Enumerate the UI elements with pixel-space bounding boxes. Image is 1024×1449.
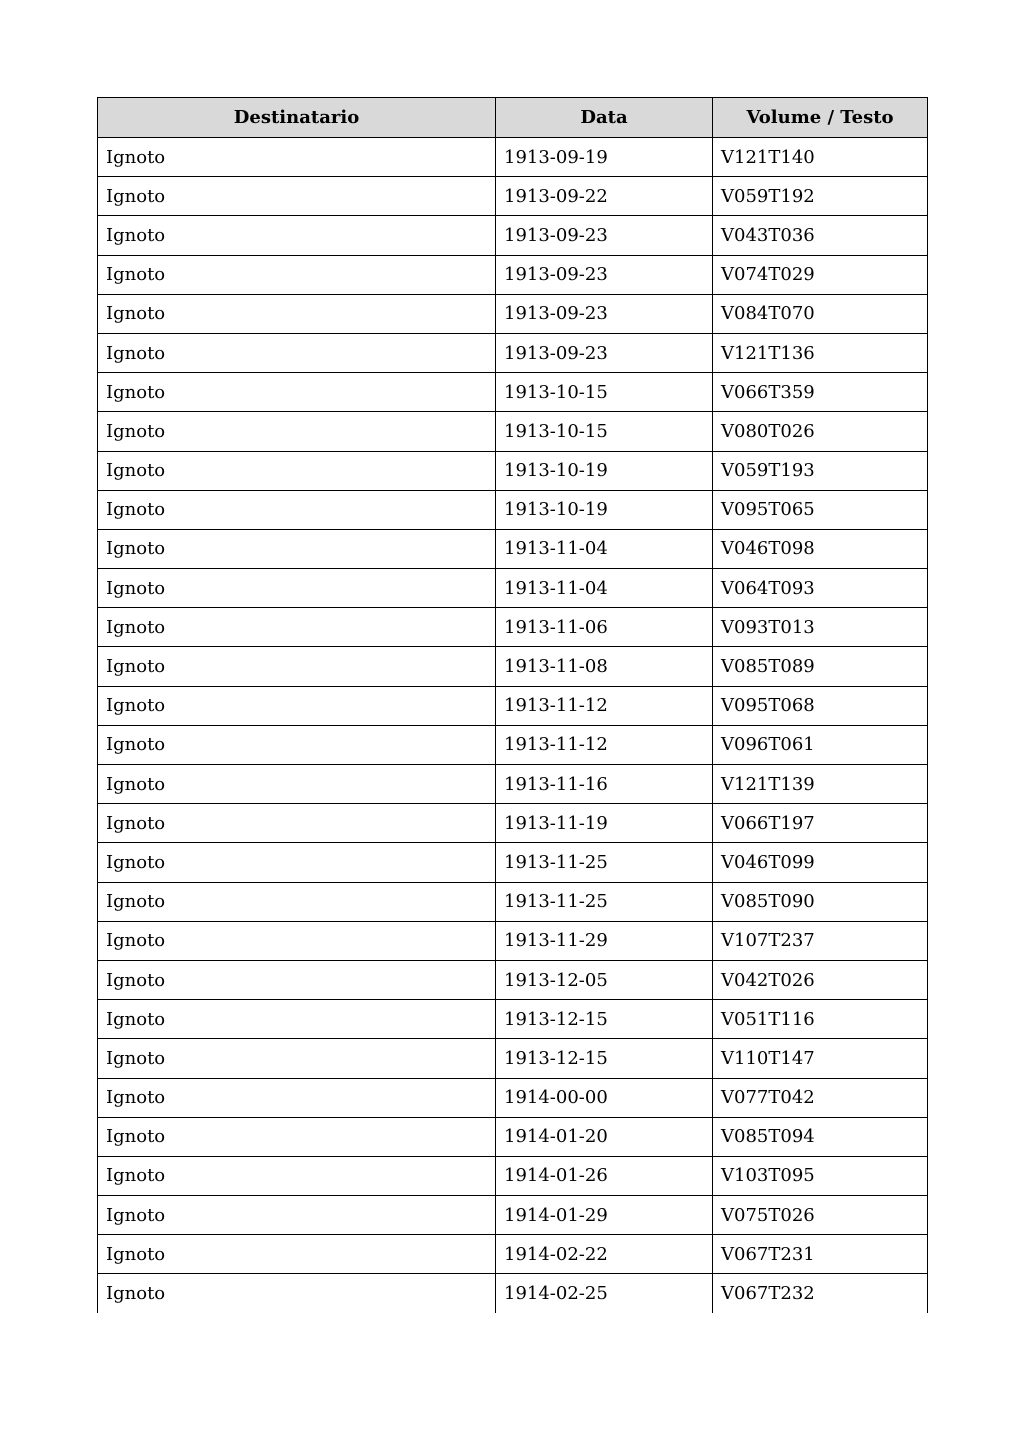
cell-destinatario: Ignoto xyxy=(98,1000,496,1039)
cell-destinatario: Ignoto xyxy=(98,765,496,804)
cell-volume-testo: V085T090 xyxy=(713,882,928,921)
cell-data: 1913-10-15 xyxy=(496,373,713,412)
cell-volume-testo: V095T065 xyxy=(713,490,928,529)
cell-volume-testo: V080T026 xyxy=(713,412,928,451)
table-header xyxy=(98,98,928,138)
cell-volume-testo: V084T070 xyxy=(713,294,928,333)
cell-data: 1913-09-23 xyxy=(496,333,713,372)
cell-data: 1913-12-05 xyxy=(496,960,713,999)
table-row xyxy=(98,373,928,412)
cell-destinatario: Ignoto xyxy=(98,647,496,686)
cell-data: 1913-11-25 xyxy=(496,882,713,921)
table-row xyxy=(98,765,928,804)
cell-destinatario: Ignoto xyxy=(98,177,496,216)
cell-data: 1913-11-29 xyxy=(496,921,713,960)
cell-data: 1913-11-12 xyxy=(496,686,713,725)
cell-destinatario: Ignoto xyxy=(98,686,496,725)
cell-volume-testo: V046T099 xyxy=(713,843,928,882)
cell-destinatario: Ignoto xyxy=(98,1274,496,1313)
cell-volume-testo: V085T089 xyxy=(713,647,928,686)
table-row xyxy=(98,608,928,647)
cell-destinatario: Ignoto xyxy=(98,138,496,177)
cell-volume-testo: V043T036 xyxy=(713,216,928,255)
table-row xyxy=(98,451,928,490)
cell-data: 1913-11-16 xyxy=(496,765,713,804)
table-row xyxy=(98,1117,928,1156)
cell-volume-testo: V121T139 xyxy=(713,765,928,804)
table-row xyxy=(98,1078,928,1117)
table-row xyxy=(98,960,928,999)
cell-volume-testo: V059T193 xyxy=(713,451,928,490)
cell-volume-testo: V066T197 xyxy=(713,804,928,843)
cell-destinatario: Ignoto xyxy=(98,255,496,294)
cell-volume-testo: V074T029 xyxy=(713,255,928,294)
cell-destinatario: Ignoto xyxy=(98,216,496,255)
table-row xyxy=(98,216,928,255)
table-row xyxy=(98,921,928,960)
cell-destinatario: Ignoto xyxy=(98,412,496,451)
cell-data: 1913-11-08 xyxy=(496,647,713,686)
cell-data: 1913-11-19 xyxy=(496,804,713,843)
table-row xyxy=(98,294,928,333)
cell-volume-testo: V121T140 xyxy=(713,138,928,177)
table-row xyxy=(98,490,928,529)
table-row xyxy=(98,843,928,882)
cell-data: 1913-09-23 xyxy=(496,294,713,333)
cell-data: 1913-11-25 xyxy=(496,843,713,882)
cell-data: 1914-01-26 xyxy=(496,1156,713,1195)
cell-data: 1913-09-23 xyxy=(496,216,713,255)
cell-destinatario: Ignoto xyxy=(98,373,496,412)
cell-data: 1913-12-15 xyxy=(496,1000,713,1039)
table-row xyxy=(98,1235,928,1274)
cell-destinatario: Ignoto xyxy=(98,1235,496,1274)
cell-data: 1914-02-22 xyxy=(496,1235,713,1274)
table-row xyxy=(98,1196,928,1235)
cell-volume-testo: V110T147 xyxy=(713,1039,928,1078)
cell-destinatario: Ignoto xyxy=(98,608,496,647)
table-row xyxy=(98,1274,928,1313)
table-row xyxy=(98,138,928,177)
cell-volume-testo: V067T232 xyxy=(713,1274,928,1313)
column-header-volume-testo: Volume / Testo xyxy=(713,98,928,138)
table-row xyxy=(98,529,928,568)
cell-volume-testo: V075T026 xyxy=(713,1196,928,1235)
table-row xyxy=(98,569,928,608)
cell-destinatario: Ignoto xyxy=(98,569,496,608)
cell-destinatario: Ignoto xyxy=(98,725,496,764)
cell-data: 1913-09-19 xyxy=(496,138,713,177)
cell-data: 1913-11-06 xyxy=(496,608,713,647)
table-row xyxy=(98,647,928,686)
cell-destinatario: Ignoto xyxy=(98,294,496,333)
cell-data: 1913-10-19 xyxy=(496,490,713,529)
cell-volume-testo: V103T095 xyxy=(713,1156,928,1195)
cell-data: 1914-00-00 xyxy=(496,1078,713,1117)
table-row xyxy=(98,333,928,372)
cell-volume-testo: V059T192 xyxy=(713,177,928,216)
cell-destinatario: Ignoto xyxy=(98,1156,496,1195)
cell-destinatario: Ignoto xyxy=(98,1117,496,1156)
table-row xyxy=(98,1156,928,1195)
table-row xyxy=(98,255,928,294)
cell-data: 1913-11-04 xyxy=(496,529,713,568)
cell-volume-testo: V121T136 xyxy=(713,333,928,372)
cell-destinatario: Ignoto xyxy=(98,960,496,999)
cell-volume-testo: V064T093 xyxy=(713,569,928,608)
cell-destinatario: Ignoto xyxy=(98,882,496,921)
cell-data: 1913-09-22 xyxy=(496,177,713,216)
cell-volume-testo: V042T026 xyxy=(713,960,928,999)
cell-destinatario: Ignoto xyxy=(98,1196,496,1235)
header-row xyxy=(98,98,928,138)
table-body xyxy=(98,138,928,1314)
cell-data: 1914-01-20 xyxy=(496,1117,713,1156)
cell-destinatario: Ignoto xyxy=(98,451,496,490)
column-header-destinatario: Destinatario xyxy=(98,98,496,138)
cell-destinatario: Ignoto xyxy=(98,1039,496,1078)
table-row xyxy=(98,1039,928,1078)
cell-data: 1914-01-29 xyxy=(496,1196,713,1235)
cell-volume-testo: V096T061 xyxy=(713,725,928,764)
cell-data: 1913-12-15 xyxy=(496,1039,713,1078)
cell-destinatario: Ignoto xyxy=(98,804,496,843)
cell-data: 1913-11-12 xyxy=(496,725,713,764)
cell-data: 1913-10-15 xyxy=(496,412,713,451)
cell-data: 1913-09-23 xyxy=(496,255,713,294)
cell-volume-testo: V095T068 xyxy=(713,686,928,725)
cell-data: 1913-11-04 xyxy=(496,569,713,608)
cell-volume-testo: V077T042 xyxy=(713,1078,928,1117)
cell-destinatario: Ignoto xyxy=(98,490,496,529)
letters-table xyxy=(97,97,928,1313)
cell-data: 1913-10-19 xyxy=(496,451,713,490)
cell-volume-testo: V085T094 xyxy=(713,1117,928,1156)
cell-volume-testo: V051T116 xyxy=(713,1000,928,1039)
table-row xyxy=(98,882,928,921)
cell-destinatario: Ignoto xyxy=(98,529,496,568)
cell-destinatario: Ignoto xyxy=(98,333,496,372)
cell-destinatario: Ignoto xyxy=(98,1078,496,1117)
table-row xyxy=(98,1000,928,1039)
cell-volume-testo: V107T237 xyxy=(713,921,928,960)
cell-volume-testo: V046T098 xyxy=(713,529,928,568)
table-row xyxy=(98,177,928,216)
table-row xyxy=(98,412,928,451)
cell-volume-testo: V066T359 xyxy=(713,373,928,412)
column-header-data: Data xyxy=(496,98,713,138)
table-row xyxy=(98,804,928,843)
cell-destinatario: Ignoto xyxy=(98,843,496,882)
cell-volume-testo: V093T013 xyxy=(713,608,928,647)
table-row xyxy=(98,686,928,725)
table-row xyxy=(98,725,928,764)
cell-destinatario: Ignoto xyxy=(98,921,496,960)
cell-volume-testo: V067T231 xyxy=(713,1235,928,1274)
cell-data: 1914-02-25 xyxy=(496,1274,713,1313)
